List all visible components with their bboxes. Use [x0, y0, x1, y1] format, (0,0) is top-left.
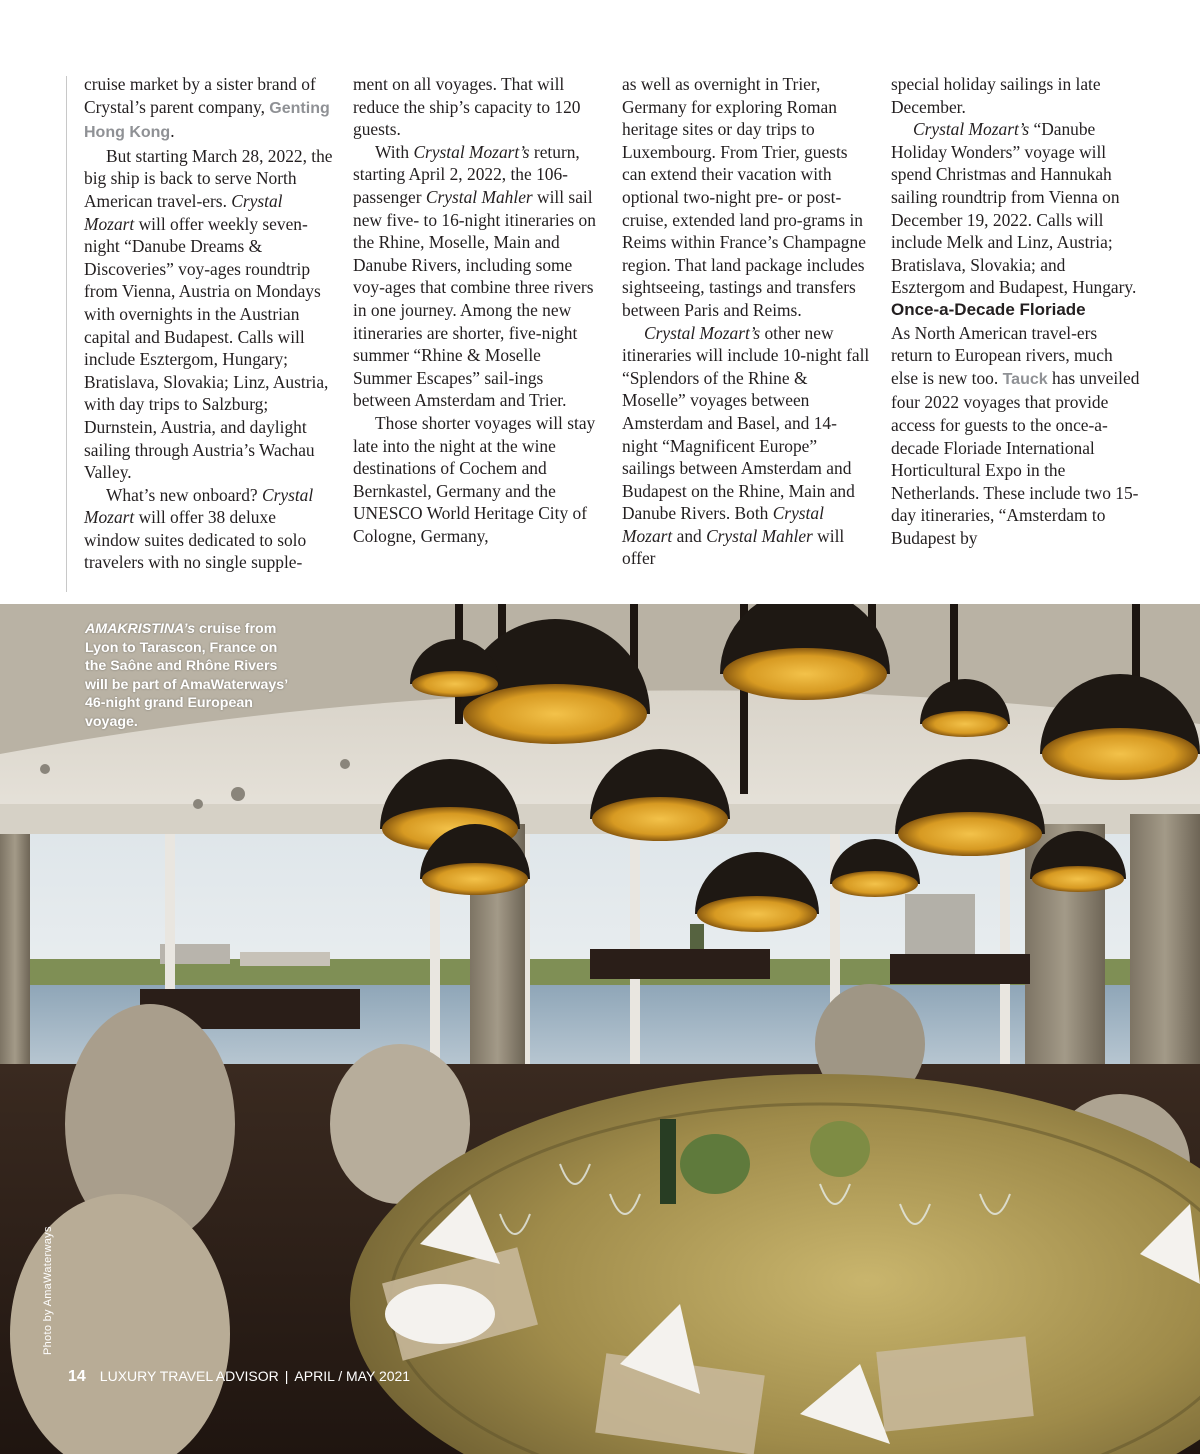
photo-caption [85, 620, 295, 732]
text: . [170, 121, 175, 142]
caption-text: cruise from Lyon to Tarascon, France on the Saône and Rhône Rivers will be part of AmaWaterways’ 46-night grand European voyage. [85, 621, 288, 730]
page-number: 14 [68, 1368, 86, 1385]
text: As North American travel-ers return to European rivers, much else is new too. [891, 322, 1113, 388]
text: has unveiled four 2022 voyages that provide access for guests to the once-a-decade Floriade International Horticultural Expo in the Netherlands. These include two 15-day itineraries, “Amsterdam to Budapest by [891, 367, 1140, 548]
text: other new itineraries will include 10-night fall “Splendors of the Rhine & Moselle” voyages between Amsterdam and Basel, and 14-night “Magnificent Europe” sailings between Amsterdam and Budapest on the Rhine, Main and Danube Rivers. Both [622, 322, 870, 524]
text: will offer 38 deluxe window suites dedicated to solo travelers with no single supple- [84, 507, 307, 573]
article-column-2 [353, 73, 603, 547]
ship-name: Crystal Mozart’s [644, 322, 761, 343]
text: With [375, 141, 414, 162]
footer-separator: | [284, 1368, 289, 1384]
text: cruise market by a sister brand of Crystal’s parent company, [84, 74, 316, 117]
ship-name: Crystal Mahler [425, 186, 533, 207]
section-subhead: Once-a-Decade Floriade [891, 299, 1086, 319]
article-column-1 [84, 73, 334, 574]
paragraph [84, 484, 334, 574]
text: return, starting April 2, 2022, the 106-passenger [353, 141, 580, 207]
paragraph [891, 322, 1141, 550]
text: “Danube Holiday Wonders” voyage will spend Christmas and Hannukah sailing roundtrip from Vienna on December 19, 2022. Calls will include Melk and Linz, Austria; Bratislava, Slovakia; and Esztergom and Budapest, Hungary. [891, 119, 1137, 298]
paragraph [84, 73, 334, 145]
paragraph [622, 322, 872, 571]
text: and [672, 525, 707, 546]
ship-name: Crystal Mozart [622, 503, 824, 546]
ship-name: Crystal Mahler [706, 525, 813, 546]
genting-hong-kong-link[interactable]: Genting Hong Kong [84, 99, 330, 142]
caption-ship-name: AMAKRISTINA’s [85, 621, 196, 637]
ship-name: Crystal Mozart’s [913, 119, 1030, 140]
ship-name: Crystal Mozart’s [413, 141, 530, 162]
paragraph: Those shorter voyages will stay late into the night at the wine destinations of Cochem and Bernkastel, Germany and the UNESCO World Heritage City of Cologne, Germany, [353, 412, 596, 546]
text: will offer [622, 525, 845, 569]
issue-date: APRIL / MAY 2021 [294, 1368, 411, 1384]
article-column-3 [622, 73, 872, 570]
ship-name: Crystal Mozart [84, 190, 283, 234]
publication-name: LUXURY TRAVEL ADVISOR [99, 1368, 279, 1384]
article-column-4 [891, 73, 1141, 549]
paragraph [84, 145, 334, 484]
ship-name: Crystal Mozart [84, 484, 314, 528]
tauck-link[interactable]: Tauck [1002, 370, 1048, 388]
paragraph: as well as overnight in Trier, Germany for exploring Roman heritage sites or day trips to Luxembourg. From Trier, guests can extend their vacation with optional two-night pre- or post-cruise, extended land pro-grams in Reims within France’s Champagne region. That land package includes sightseeing, tastings and transfers between Paris and Reims. [622, 74, 866, 320]
photo-credit: Photo by AmaWaterways [42, 1226, 54, 1355]
text: will sail new five- to 16-night itineraries on the Rhine, Moselle, Main and Danube Rivers, including some voy-ages that combine three rivers in one journey. Among the new itineraries are shorter, five-night summer “Rhine & Moselle Summer Escapes” sail-ings between Amsterdam and Trier. [353, 186, 596, 411]
paragraph [353, 141, 603, 412]
paragraph: ment on all voyages. That will reduce the ship’s capacity to 120 guests. [353, 74, 581, 140]
text: But starting March 28, 2022, the big ship is back to serve North American travel-ers. [84, 145, 333, 211]
paragraph: special holiday sailings in late December. [891, 74, 1101, 117]
text: will offer weekly seven-night “Danube Dreams & Discoveries” voy-ages roundtrip from Vienna, Austria on Mondays with overnights in the Austrian capital and Budapest. Calls will include Esztergom, Hungary; Bratislava, Slovakia; Linz, Austria, with day trips to Salzburg; Durnstein, Austria, and daylight sailing through Austria’s Wachau Valley. [84, 213, 329, 483]
paragraph [891, 118, 1141, 299]
column-rule [66, 76, 67, 592]
text: What’s new onboard? [106, 484, 262, 505]
page-footer [68, 1368, 410, 1386]
